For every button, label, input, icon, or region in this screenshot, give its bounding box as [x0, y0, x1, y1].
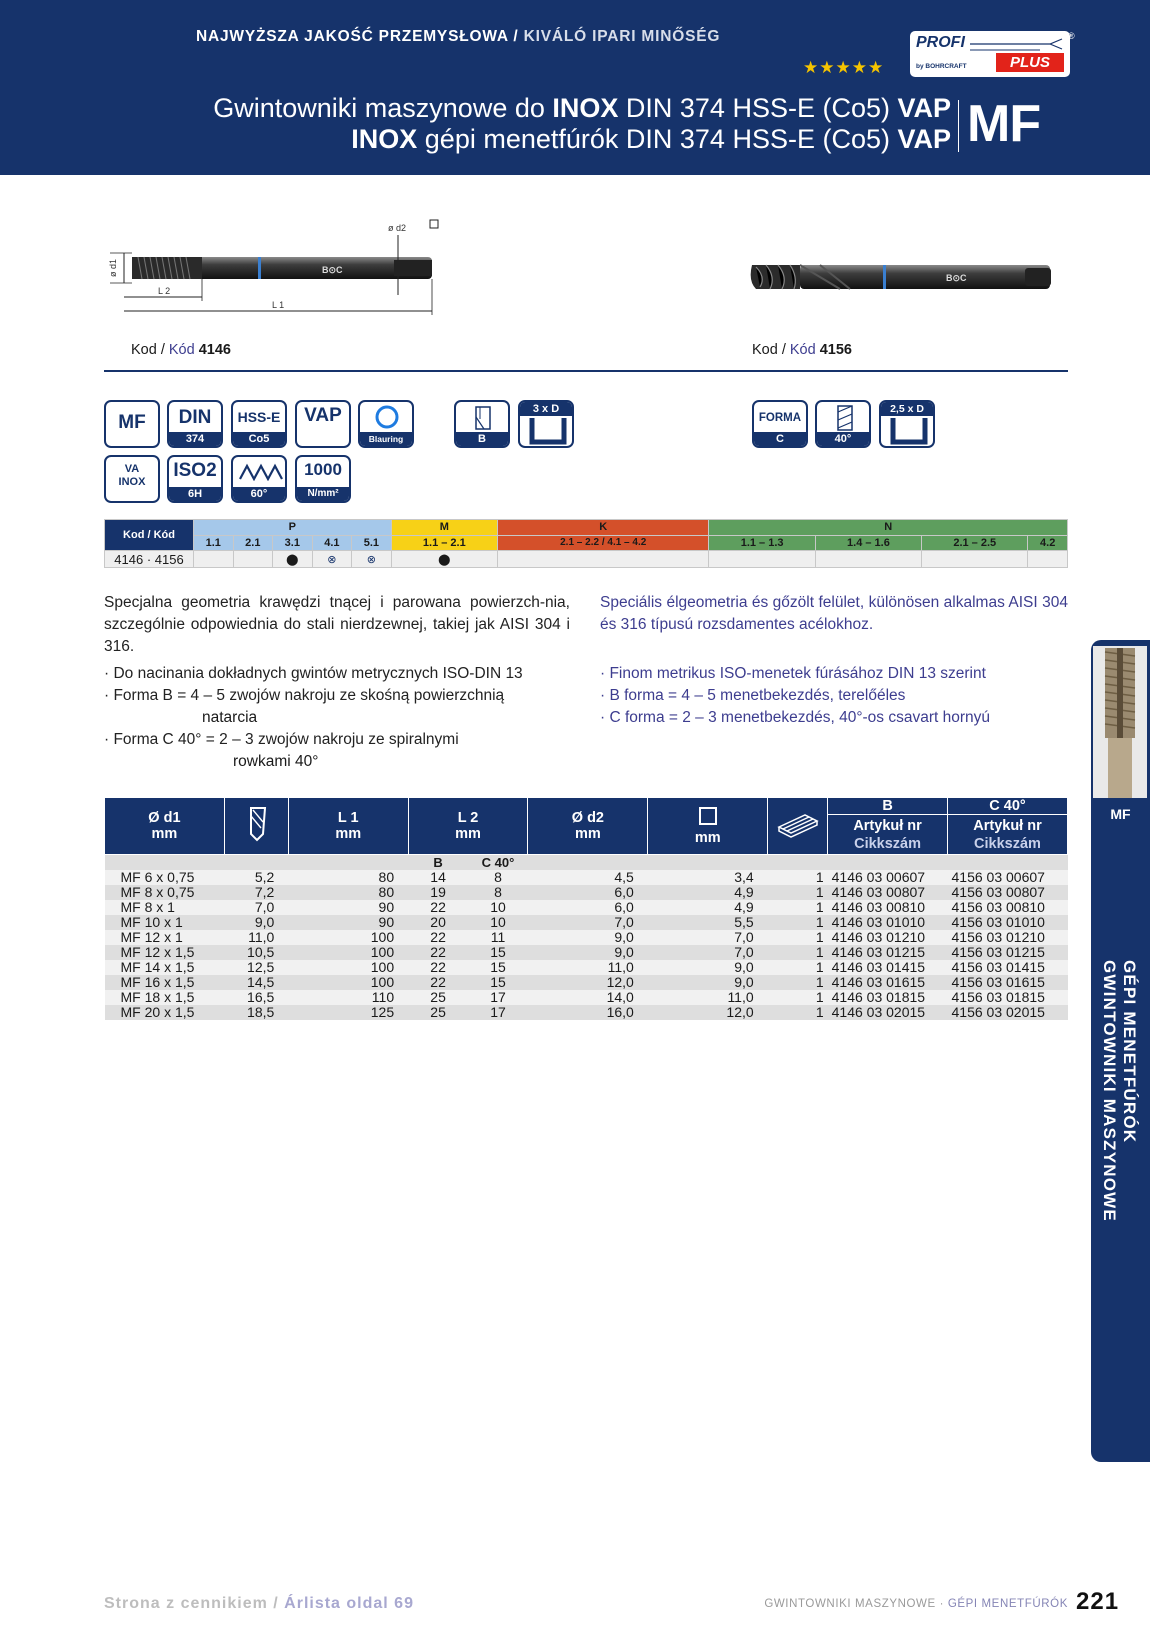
sub-p-4-1: 4.1	[312, 535, 352, 551]
table-cell: 4156 03 00807	[948, 885, 1068, 900]
table-cell: MF 12 x 1	[105, 930, 225, 945]
icon-forma-b: B	[454, 400, 510, 448]
table-cell: 1	[768, 960, 828, 975]
table-cell: 16,0	[528, 1005, 648, 1020]
table-cell: 4146 03 00810	[828, 900, 948, 915]
table-cell: 9,0	[648, 975, 768, 990]
table-cell: 22	[408, 930, 468, 945]
thread-profile-icon	[239, 463, 283, 481]
table-cell: 1	[768, 870, 828, 885]
table-cell: 25	[408, 1005, 468, 1020]
sub-p-5-1: 5.1	[352, 535, 392, 551]
specification-table	[104, 797, 1068, 1020]
table-cell: 4146 03 01215	[828, 945, 948, 960]
table-cell: 16,5	[224, 990, 288, 1005]
tool-brand: B⊙C	[322, 265, 343, 275]
tool-4156-drawing	[740, 255, 1070, 300]
table-cell: 6,0	[528, 885, 648, 900]
blind-hole-icon	[528, 418, 568, 446]
table-cell: 100	[288, 975, 408, 990]
art-c40: Artykuł nr Cikkszám	[948, 815, 1068, 855]
series-badge: MF	[967, 95, 1041, 153]
table-cell: 8	[468, 885, 528, 900]
suitability-full: ⬤	[273, 551, 313, 568]
table-cell: 12,0	[528, 975, 648, 990]
title-divider	[958, 100, 959, 152]
col-pack	[768, 798, 828, 855]
table-cell: 11,0	[648, 990, 768, 1005]
table-cell: 18,5	[224, 1005, 288, 1020]
table-cell: 90	[288, 900, 408, 915]
table-cell: MF 12 x 1,5	[105, 945, 225, 960]
table-row	[105, 945, 1068, 960]
page-number: 221	[1076, 1588, 1120, 1615]
table-cell: 4156 03 01210	[948, 930, 1068, 945]
table-cell: MF 6 x 0,75	[105, 870, 225, 885]
icon-iso2-6h: ISO2 6H	[167, 455, 223, 503]
footer-section: GWINTOWNIKI MASZYNOWE · GÉPI MENETFÚRÓK	[764, 1598, 1068, 1610]
bullet-hu-2: · B forma = 4 – 5 menetbekezdés, terelőéles	[600, 687, 906, 704]
table-cell: 14,0	[528, 990, 648, 1005]
table-cell: 4156 03 01815	[948, 990, 1068, 1005]
package-icon	[775, 809, 821, 839]
table-cell: 1	[768, 900, 828, 915]
table-cell: MF 10 x 1	[105, 915, 225, 930]
table-cell: 10	[468, 900, 528, 915]
description-pl: Specjalna geometria krawędzi tnącej i parowana powierzch-nia, szczególnie odpowiednia do stali nierdzewnej, takiej jak AISI 304 i 316.	[104, 594, 570, 655]
icon-forma-c: FORMA C	[752, 400, 808, 448]
table-cell: 7,0	[648, 930, 768, 945]
col-square: mm	[648, 798, 768, 855]
col-d2: Ø d2 mm	[528, 798, 648, 855]
section-divider	[104, 370, 1068, 372]
table-cell: 4156 03 00607	[948, 870, 1068, 885]
table-row	[105, 990, 1068, 1005]
suitability-full: ⬤	[391, 551, 497, 568]
table-cell: 4156 03 00810	[948, 900, 1068, 915]
tap-outline-icon	[239, 804, 273, 844]
table-cell: 15	[468, 975, 528, 990]
bullet-pl-3-cont: rowkami 40°	[233, 753, 319, 770]
table-cell: 1	[768, 990, 828, 1005]
table-row	[105, 915, 1068, 930]
table-row	[105, 870, 1068, 885]
table-cell: 15	[468, 945, 528, 960]
blind-hole-icon-2	[889, 418, 929, 446]
sub-l2-c40: C 40°	[468, 855, 528, 871]
table-cell: 110	[288, 990, 408, 1005]
table-cell: 5,2	[224, 870, 288, 885]
icon-hss-e-co5: HSS-E Co5	[231, 400, 287, 448]
table-cell: 4146 03 00607	[828, 870, 948, 885]
bullet-hu-1: · Finom metrikus ISO-menetek fúrásához DIN 13 szerint	[600, 665, 986, 682]
footer-price-page: Strona z cennikiem / Árlista oldal 69	[104, 1595, 414, 1612]
description-hu: Speciális élgeometria és gőzölt felület, különösen alkalmas AISI 304 és 316 típusú rozsdamentes acélokhoz.	[600, 594, 1068, 633]
table-row	[105, 960, 1068, 975]
table-cell: 4146 03 02015	[828, 1005, 948, 1020]
table-cell: 14,5	[224, 975, 288, 990]
table-cell: 4,9	[648, 885, 768, 900]
table-cell: MF 8 x 0,75	[105, 885, 225, 900]
tool-code-4146: Kod / Kód 4146	[131, 342, 231, 358]
table-cell: 4146 03 01010	[828, 915, 948, 930]
bullet-pl-2-cont: natarcia	[202, 709, 258, 726]
table-cell: 100	[288, 960, 408, 975]
table-cell: MF 14 x 1,5	[105, 960, 225, 975]
icon-spiral-40: 40°	[815, 400, 871, 448]
table-cell: 7,0	[648, 945, 768, 960]
art-b: Artykuł nr Cikkszám	[828, 815, 948, 855]
sub-n-3: 2.1 – 2.5	[922, 535, 1028, 551]
suitability-partial: ⊗	[312, 551, 352, 568]
table-cell: 17	[468, 990, 528, 1005]
table-cell: 9,0	[528, 930, 648, 945]
bullet-pl-3: · Forma C 40° = 2 – 3 zwojów nakroju ze spiralnymi	[104, 731, 459, 748]
side-tab-mf: MF	[1110, 806, 1131, 822]
side-label-hu: GÉPI MENETFÚRÓK	[1120, 960, 1139, 1144]
icon-depth-2-5xd: 2,5 x D	[879, 400, 935, 448]
table-cell: 14	[408, 870, 468, 885]
table-cell: 4146 03 01415	[828, 960, 948, 975]
table-cell: 100	[288, 945, 408, 960]
table-row	[105, 885, 1068, 900]
material-kod-header: Kod / Kód	[105, 520, 194, 551]
table-cell: 1	[768, 915, 828, 930]
group-p: P	[194, 520, 392, 536]
tool-code-4156: Kod / Kód 4156	[752, 342, 852, 358]
dim-d1-label: ø d1	[108, 258, 118, 277]
table-cell: 1	[768, 1005, 828, 1020]
tap-form-b-icon	[472, 405, 494, 431]
spiral-flute-icon	[833, 404, 857, 432]
ring-icon	[374, 404, 400, 430]
icon-strength-1000: 1000 N/mm²	[295, 455, 351, 503]
icon-blauring: Blauring	[358, 400, 414, 448]
table-cell: 4,5	[528, 870, 648, 885]
table-cell: MF 20 x 1,5	[105, 1005, 225, 1020]
table-cell: 25	[408, 990, 468, 1005]
side-label-pl: GWINTOWNIKI MASZYNOWE	[1100, 960, 1119, 1222]
col-l1: L 1 mm	[288, 798, 408, 855]
table-cell: 100	[288, 930, 408, 945]
col-c40-header: C 40°	[948, 798, 1068, 815]
tagline: NAJWYŻSZA JAKOŚĆ PRZEMYSŁOWA / KIVÁLÓ IPARI MINŐSÉG	[196, 28, 721, 45]
square-icon	[698, 806, 718, 826]
material-row-label: 4146 · 4156	[105, 551, 194, 568]
dim-d2-label: ø d2	[388, 223, 407, 233]
table-cell: 4146 03 01815	[828, 990, 948, 1005]
bullet-pl-2: · Forma B = 4 – 5 zwojów nakroju ze skośną powierzchnią	[104, 687, 505, 704]
sub-p-2-1: 2.1	[233, 535, 273, 551]
dim-l2-label: L 2	[158, 286, 171, 296]
group-m: M	[391, 520, 497, 536]
table-cell: 1	[768, 885, 828, 900]
table-cell: 5,5	[648, 915, 768, 930]
table-cell: 12,0	[648, 1005, 768, 1020]
table-row	[105, 975, 1068, 990]
table-cell: 7,0	[528, 915, 648, 930]
table-cell: 3,4	[648, 870, 768, 885]
sub-k: 2.1 – 2.2 / 4.1 – 4.2	[497, 535, 709, 551]
suitability-partial: ⊗	[352, 551, 392, 568]
group-k: K	[497, 520, 709, 536]
table-cell: 6,0	[528, 900, 648, 915]
table-cell: 80	[288, 870, 408, 885]
profi-plus-logo: PROFI by BOHRCRAFT PLUS ®	[910, 31, 1070, 77]
icon-vap: VAP	[295, 400, 351, 448]
page-title-hu: INOX gépi menetfúrók DIN 374 HSS-E (Co5) VAP	[351, 124, 951, 154]
table-cell: 9,0	[528, 945, 648, 960]
table-row	[105, 1005, 1068, 1020]
table-cell: 15	[468, 960, 528, 975]
table-cell: 19	[408, 885, 468, 900]
table-cell: 4146 03 00807	[828, 885, 948, 900]
table-cell: 7,0	[224, 900, 288, 915]
table-cell: 9,0	[648, 960, 768, 975]
table-cell: MF 16 x 1,5	[105, 975, 225, 990]
table-cell: 1	[768, 975, 828, 990]
table-cell: 22	[408, 945, 468, 960]
table-cell: 11,0	[224, 930, 288, 945]
tool-brand-2: B⊙C	[946, 273, 967, 283]
table-cell: MF 8 x 1	[105, 900, 225, 915]
icon-thread-60: 60°	[231, 455, 287, 503]
bullet-pl-1: · Do nacinania dokładnych gwintów metrycznych ISO-DIN 13	[104, 665, 523, 682]
table-cell: 11	[468, 930, 528, 945]
side-tab-label	[1094, 960, 1144, 1420]
col-b-header: B	[828, 798, 948, 815]
table-cell: 10,5	[224, 945, 288, 960]
rating-stars: ★★★★★	[803, 58, 885, 77]
table-cell: 4156 03 01215	[948, 945, 1068, 960]
sub-m: 1.1 – 2.1	[391, 535, 497, 551]
col-l2: L 2 mm	[408, 798, 528, 855]
material-table	[104, 519, 1068, 568]
table-row	[105, 930, 1068, 945]
table-cell: 4,9	[648, 900, 768, 915]
table-cell: 4156 03 02015	[948, 1005, 1068, 1020]
table-body	[105, 870, 1068, 1020]
col-d1: Ø d1 mm	[105, 798, 225, 855]
table-cell: 22	[408, 960, 468, 975]
icon-mf: MF	[104, 400, 160, 448]
table-cell: 4146 03 01210	[828, 930, 948, 945]
tap-photo	[1093, 646, 1147, 798]
table-cell: 10	[468, 915, 528, 930]
sub-n-4: 4.2	[1028, 535, 1068, 551]
sub-n-1: 1.1 – 1.3	[709, 535, 815, 551]
table-cell: 125	[288, 1005, 408, 1020]
bullet-hu-3: · C forma = 2 – 3 menetbekezdés, 40°-os csavart hornyú	[600, 709, 991, 726]
sub-l2-b: B	[408, 855, 468, 871]
table-cell: 22	[408, 900, 468, 915]
table-cell: 7,2	[224, 885, 288, 900]
dim-l1-label: L 1	[272, 300, 285, 310]
table-cell: 8	[468, 870, 528, 885]
table-cell: 80	[288, 885, 408, 900]
table-cell: 20	[408, 915, 468, 930]
tool-4146-drawing	[104, 215, 464, 330]
table-cell: 90	[288, 915, 408, 930]
icon-va-inox: VA INOX	[104, 455, 160, 503]
table-cell: 4156 03 01010	[948, 915, 1068, 930]
table-cell: 4146 03 01615	[828, 975, 948, 990]
table-cell: 17	[468, 1005, 528, 1020]
table-cell: 22	[408, 975, 468, 990]
page-title-pl: Gwintowniki maszynowe do INOX DIN 374 HSS-E (Co5) VAP	[213, 93, 951, 123]
col-tool-icon	[224, 798, 288, 855]
sub-n-2: 1.4 – 1.6	[815, 535, 921, 551]
table-cell: 12,5	[224, 960, 288, 975]
table-cell: 1	[768, 945, 828, 960]
table-cell: MF 18 x 1,5	[105, 990, 225, 1005]
table-cell: 4156 03 01615	[948, 975, 1068, 990]
table-cell: 11,0	[528, 960, 648, 975]
group-n: N	[709, 520, 1068, 536]
sub-p-1-1: 1.1	[194, 535, 234, 551]
table-row	[105, 900, 1068, 915]
icon-depth-3xd: 3 x D	[518, 400, 574, 448]
table-cell: 9,0	[224, 915, 288, 930]
table-cell: 1	[768, 930, 828, 945]
icon-din-374: DIN 374	[167, 400, 223, 448]
table-cell: 4156 03 01415	[948, 960, 1068, 975]
sub-p-3-1: 3.1	[273, 535, 313, 551]
